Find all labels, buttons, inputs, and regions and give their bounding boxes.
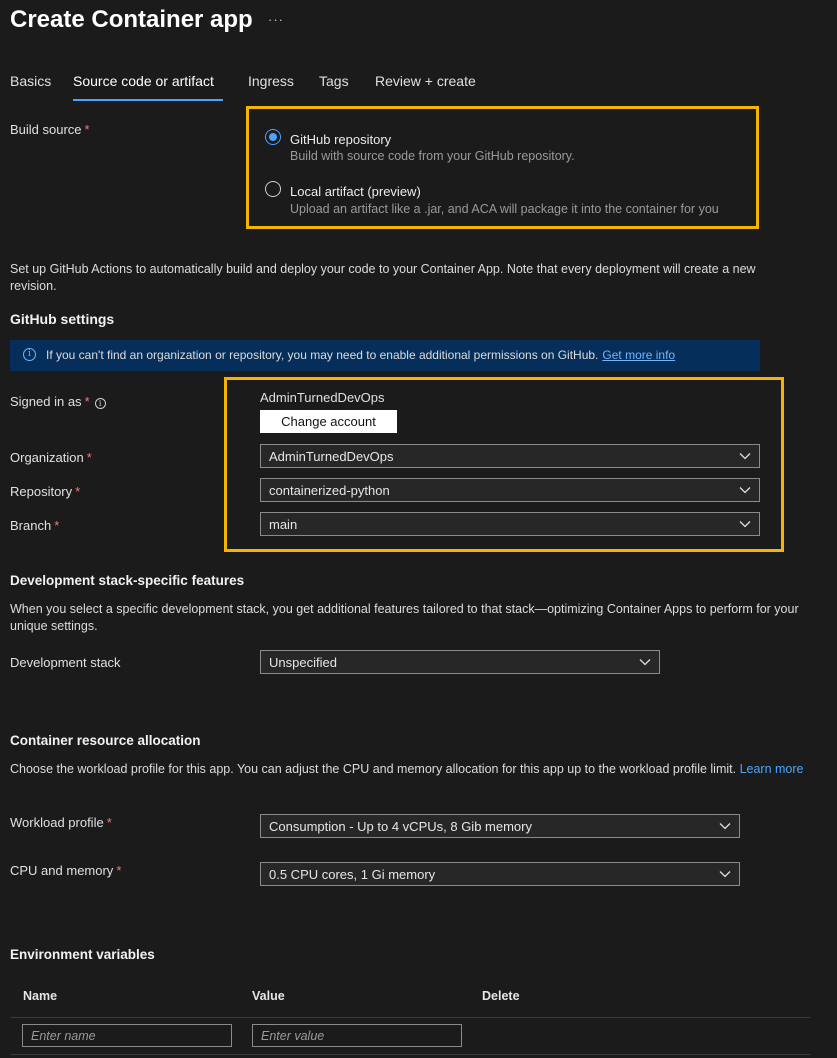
chevron-down-icon [739,450,751,462]
github-repository-option-title[interactable]: GitHub repository [290,132,392,147]
table-header-divider [10,1017,810,1018]
resource-allocation-heading: Container resource allocation [10,733,201,748]
required-mark: * [84,122,90,137]
development-stack-label: Development stack [10,655,121,670]
organization-select[interactable] [260,444,760,468]
env-col-delete-header: Delete [482,989,520,1003]
workload-profile-label [10,815,112,830]
active-tab-indicator [73,99,223,101]
cpu-memory-label-text: CPU and memory [10,863,114,878]
workload-profile-label-text: Workload profile [10,815,104,830]
environment-variables-heading: Environment variables [10,947,155,962]
build-source-label [10,122,90,137]
resource-allocation-description [10,761,810,778]
local-artifact-option-description: Upload an artifact like a .jar, and ACA will package it into the container for you [290,202,719,216]
repository-label [10,484,80,499]
tab-tags[interactable]: Tags [319,73,349,89]
repository-select-value: containerized-python [269,483,390,498]
tab-basics[interactable]: Basics [10,73,52,89]
organization-label [10,450,92,465]
more-options-icon[interactable]: ··· [268,12,284,27]
cpu-memory-select[interactable] [260,862,740,886]
branch-select[interactable] [260,512,760,536]
required-mark: * [106,815,112,830]
learn-more-link[interactable]: Learn more [739,762,804,776]
resource-allocation-text: Choose the workload profile for this app. You can adjust the CPU and memory allocation for this app up to the workload profile limit. [10,762,737,776]
chevron-down-icon [719,820,731,832]
required-mark: * [84,394,90,409]
repository-label-text: Repository [10,484,73,499]
get-more-info-link[interactable]: Get more info [602,348,676,362]
dev-stack-heading: Development stack-specific features [10,573,245,588]
env-col-value-header: Value [252,989,285,1003]
env-col-name-header: Name [23,989,58,1003]
branch-label [10,518,59,533]
signed-in-as-label [10,394,106,409]
github-repository-option-description: Build with source code from your GitHub repository. [290,149,575,163]
repository-select[interactable] [260,478,760,502]
local-artifact-option-title[interactable]: Local artifact (preview) [290,184,421,199]
info-tooltip-icon[interactable]: i [95,398,106,409]
workload-profile-select[interactable] [260,814,740,838]
signed-in-as-label-text: Signed in as [10,394,82,409]
github-actions-intro-text: Set up GitHub Actions to automatically build and deploy your code to your Container App. Note that every deployment will create a new revision. [10,262,756,293]
info-icon: i [23,348,36,361]
cpu-memory-select-value: 0.5 CPU cores, 1 Gi memory [269,867,436,882]
dev-stack-description: When you select a specific development stack, you get additional features tailored to that stack—optimizing Container Apps to perform for your unique settings. [10,602,799,633]
github-repository-radio[interactable] [265,129,281,145]
required-mark: * [75,484,81,499]
page-title: Create Container app [10,6,253,33]
signed-in-account-name: AdminTurnedDevOps [260,390,385,405]
chevron-down-icon [739,518,751,530]
development-stack-select-value: Unspecified [269,655,337,670]
table-row-divider [10,1054,810,1055]
required-mark: * [116,863,122,878]
info-bar-text [46,348,675,362]
build-source-label-text: Build source [10,122,82,137]
github-permissions-info-bar [10,340,760,371]
required-mark: * [54,518,60,533]
env-name-input[interactable] [22,1024,232,1047]
local-artifact-radio[interactable] [265,181,281,197]
env-value-input[interactable] [252,1024,462,1047]
change-account-button[interactable]: Change account [260,410,397,433]
workload-profile-select-value: Consumption - Up to 4 vCPUs, 8 Gib memory [269,819,532,834]
info-message: If you can't find an organization or repository, you may need to enable additional permissions on GitHub. [46,348,599,362]
organization-label-text: Organization [10,450,84,465]
required-mark: * [86,450,92,465]
cpu-memory-label [10,863,121,878]
chevron-down-icon [739,484,751,496]
branch-select-value: main [269,517,298,532]
tab-source-code-or-artifact[interactable]: Source code or artifact [73,73,214,89]
tab-review-create[interactable]: Review + create [375,73,476,89]
chevron-down-icon [639,656,651,668]
branch-label-text: Branch [10,518,52,533]
github-settings-heading: GitHub settings [10,311,115,327]
development-stack-select[interactable] [260,650,660,674]
chevron-down-icon [719,868,731,880]
organization-select-value: AdminTurnedDevOps [269,449,394,464]
build-source-highlight-box [246,106,759,229]
tab-ingress[interactable]: Ingress [248,73,294,89]
